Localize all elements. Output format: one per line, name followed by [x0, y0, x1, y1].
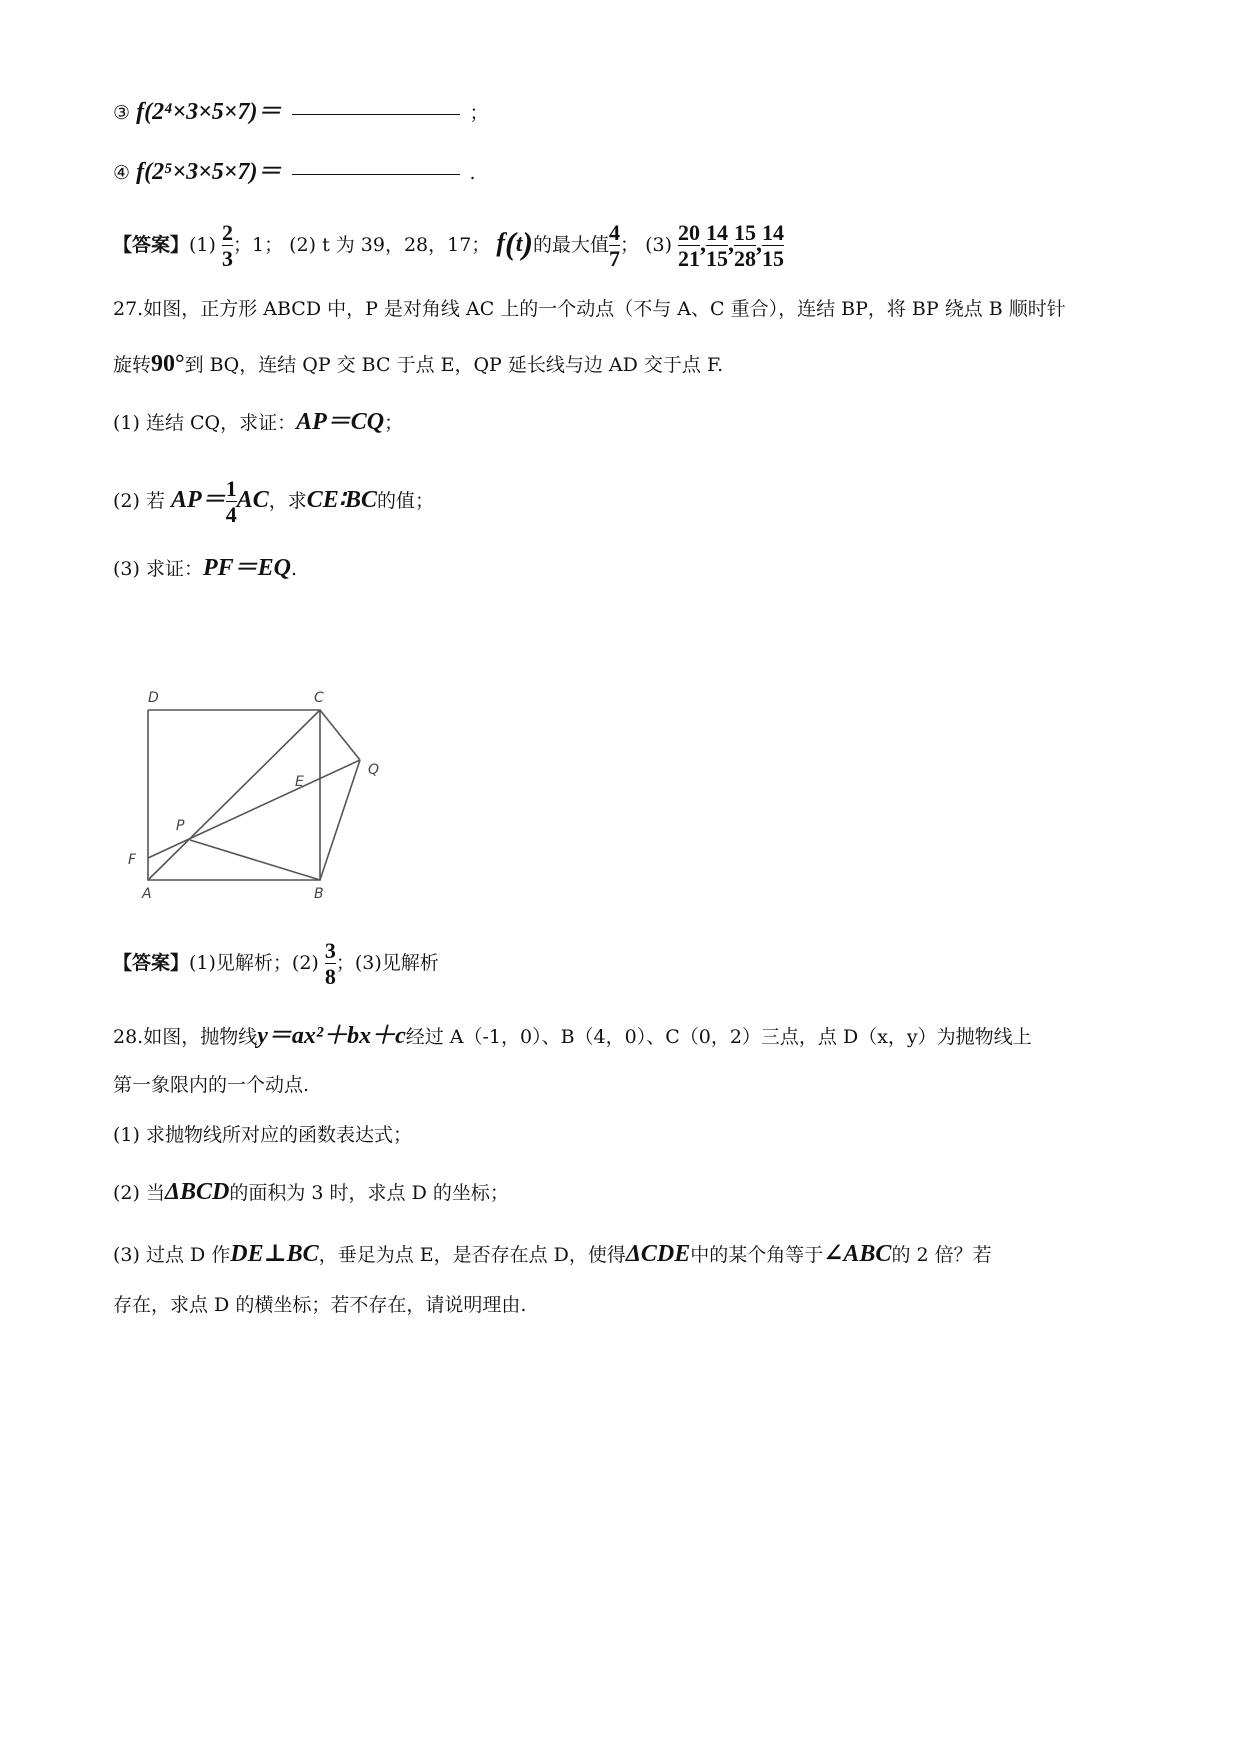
segment-bq	[320, 760, 360, 880]
q27-part3	[113, 556, 297, 580]
fraction: $\frac{14}{15}$	[762, 220, 785, 272]
q28-part3-line2: 存在，求点 D 的横坐标；若不存在，请说明理由.	[113, 1294, 527, 1316]
math-expression: AP＝CQ	[296, 409, 385, 435]
part-text: 的面积为 3 时，求点 D 的坐标；	[229, 1182, 509, 1204]
label-b: B	[314, 886, 324, 902]
math-expression: y＝ax²＋bx＋c	[257, 1023, 406, 1049]
q28-stem-line1	[113, 1024, 1032, 1048]
punctuation: .	[469, 162, 476, 184]
item-marker: ④	[113, 162, 131, 184]
geometry-figure	[120, 680, 400, 910]
item-marker: ③	[113, 102, 131, 124]
q26-item-4	[113, 160, 476, 184]
punctuation: .	[290, 558, 298, 580]
fraction: $\frac{14}{15}$	[706, 220, 729, 272]
angle: 90°	[151, 351, 185, 377]
answer-label: 【答案】	[113, 233, 190, 256]
answer-label: 【答案】	[113, 951, 190, 974]
fraction: $\frac{2}{3}$	[221, 220, 233, 272]
label-p: P	[176, 818, 185, 834]
comma: ,	[756, 230, 763, 257]
part-text: (1) 连结 CQ，求证：	[113, 412, 297, 434]
answer-text: ；1； (2) t 为 39，28，17；	[232, 233, 491, 256]
stem-text: 经过 A（-1，0）、B（4，0）、C（0，2）三点，点 D（x，y）为抛物线上	[405, 1026, 1032, 1048]
answer-text: (1)见解析；(2)	[189, 951, 319, 974]
math-expression: f(2⁴×3×5×7)＝	[136, 99, 282, 125]
part-text: 的 2 倍？若	[891, 1244, 992, 1266]
math-expression: AP＝	[171, 486, 226, 513]
math-expression: ΔCDE	[625, 1241, 691, 1267]
answer-blank[interactable]	[292, 173, 460, 175]
segment-cq	[320, 710, 360, 760]
q27-answer	[113, 938, 439, 990]
label-e: E	[295, 774, 304, 790]
part-text: (2) 当	[113, 1182, 165, 1204]
label-c: C	[314, 690, 324, 706]
q26-answer	[113, 220, 784, 272]
comma: ,	[700, 230, 707, 257]
math-expression: PF＝EQ	[202, 555, 291, 581]
fraction: $\frac{15}{28}$	[734, 220, 757, 272]
math-expression: AC	[236, 486, 269, 513]
punctuation: ；	[469, 102, 489, 124]
comma: ,	[728, 230, 735, 257]
fraction: $\frac{4}{7}$	[609, 220, 621, 272]
fraction-list	[678, 220, 785, 272]
stem-text: 28.如图，抛物线	[113, 1026, 258, 1048]
math-expression: f(2⁵×3×5×7)＝	[136, 159, 282, 185]
label-f: F	[128, 852, 137, 868]
fraction: $\frac{1}{4}$	[225, 476, 237, 528]
q26-item-3	[113, 100, 489, 124]
fraction: $\frac{3}{8}$	[324, 938, 336, 990]
math-expression: CE∶BC	[306, 486, 377, 513]
q28-part3-line1	[113, 1242, 992, 1266]
q27-stem-line2	[113, 352, 723, 376]
q27-stem-line1: 27.如图，正方形 ABCD 中，P 是对角线 AC 上的一个动点（不与 A、C 重合），连结 BP，将 BP 绕点 B 顺时针	[113, 298, 1066, 320]
part-text: (2) 若	[113, 489, 165, 512]
part-text: 的值；	[377, 489, 435, 512]
q27-part2	[113, 476, 434, 528]
q27-part1	[113, 410, 403, 434]
answer-text: (1)	[189, 233, 216, 256]
math-f-of-t: f(t)	[496, 224, 534, 261]
label-d: D	[148, 690, 159, 706]
part-text: ，垂足为点 E，是否存在点 D，使得	[318, 1244, 626, 1266]
punctuation: ；	[384, 412, 404, 434]
math-expression: ∠ABC	[823, 1241, 892, 1267]
label-q: Q	[368, 762, 380, 778]
q28-part2	[113, 1180, 509, 1204]
math-expression: ΔBCD	[164, 1179, 230, 1205]
stem-text: 旋转	[113, 354, 152, 376]
part-text: (3) 过点 D 作	[113, 1244, 231, 1266]
answer-blank[interactable]	[292, 113, 460, 115]
answer-text: ；(3)见解析	[335, 951, 439, 974]
answer-text: 的最大值	[533, 233, 610, 256]
q28-stem-line2: 第一象限内的一个动点.	[113, 1074, 310, 1096]
part-text: 中的某个角等于	[690, 1244, 824, 1266]
segment-pb	[190, 840, 320, 880]
part-text: ，求	[268, 489, 307, 512]
part-text: (3) 求证：	[113, 558, 203, 580]
label-a: A	[142, 886, 152, 902]
q28-part1: (1) 求抛物线所对应的函数表达式；	[113, 1124, 412, 1146]
diagonal-ac	[148, 710, 320, 880]
stem-text: 到 BQ，连结 QP 交 BC 于点 E，QP 延长线与边 AD 交于点 F.	[184, 354, 724, 376]
answer-text: ； (3)	[620, 233, 672, 256]
fraction: $\frac{20}{21}$	[678, 220, 701, 272]
math-expression: DE⊥BC	[230, 1241, 319, 1267]
